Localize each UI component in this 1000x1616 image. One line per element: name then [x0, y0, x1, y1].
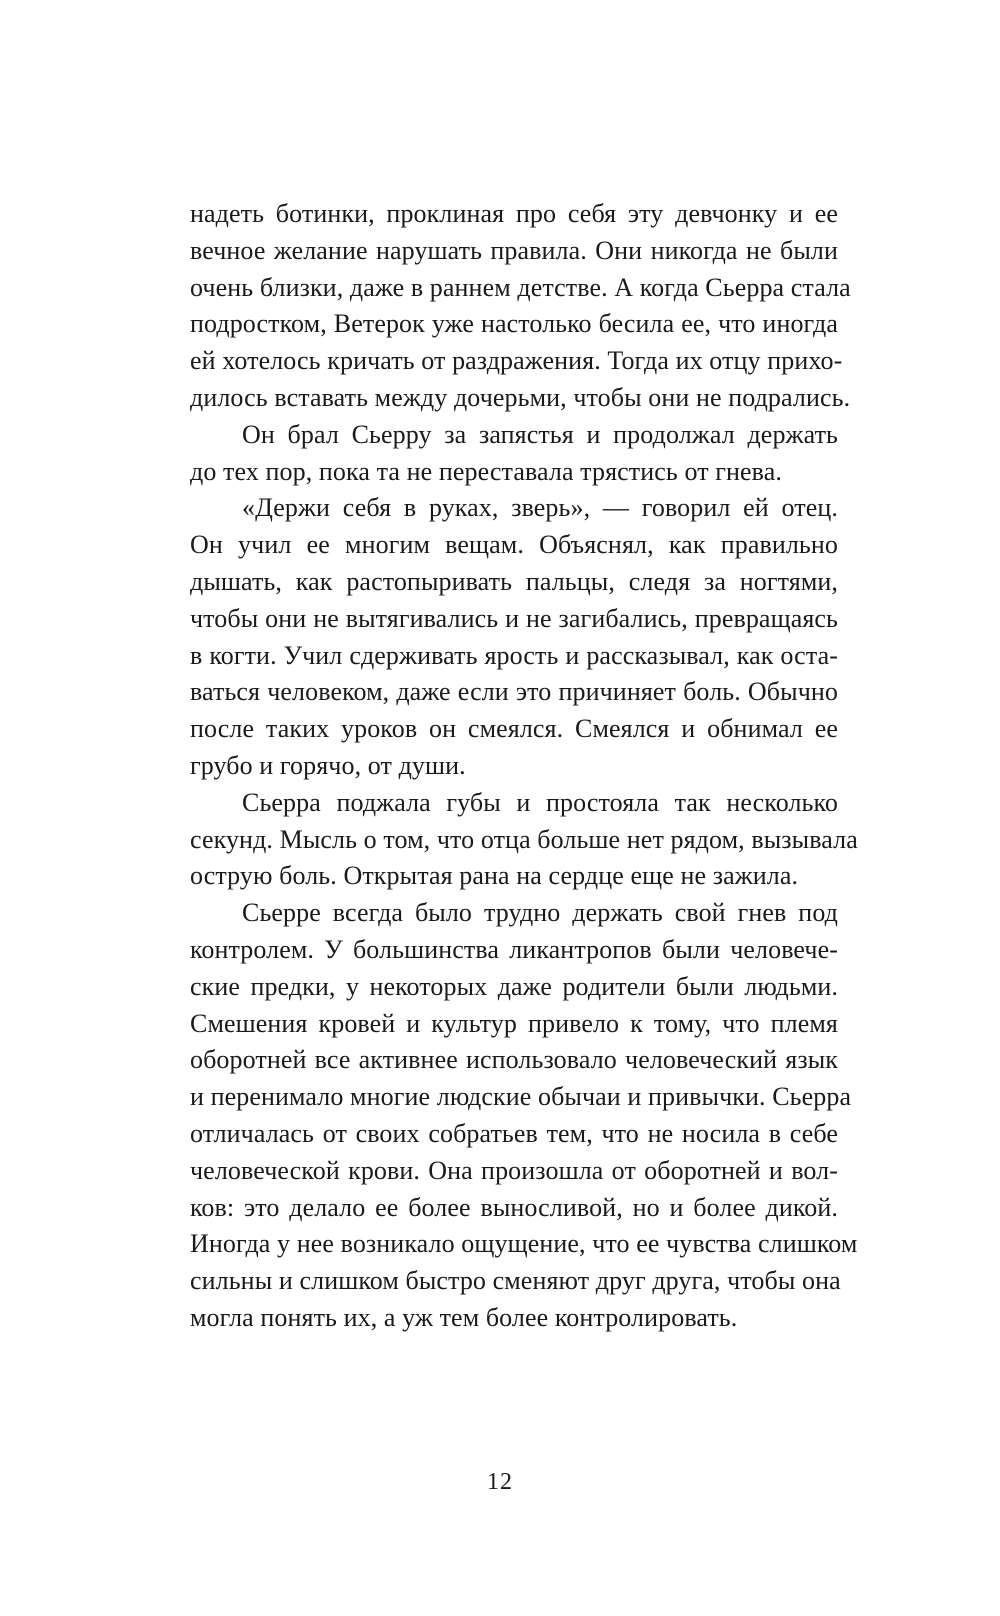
- text-line: «Держи себя в руках, зверь», — говорил ей отец.: [242, 493, 838, 523]
- text-line: ваться человеком, даже если это причиняет боль. Обычно: [190, 677, 838, 707]
- text-line: подростком, Ветерок уже настолько бесила ее, что иногда: [190, 309, 838, 339]
- text-line: ей хотелось кричать от раздражения. Тогда их отцу прихо-: [190, 346, 843, 376]
- text-line: после таких уроков он смеялся. Смеялся и обнимал ее: [190, 714, 838, 744]
- text-line: Сьерре всегда было трудно держать свой гнев под: [242, 898, 838, 928]
- text-line: очень близки, даже в раннем детстве. А когда Сьерра стала: [190, 272, 851, 302]
- text-line: до тех пор, пока та не переставала трястись от гнева.: [190, 456, 782, 486]
- text-line: Смешения кровей и культур привело к тому, что племя: [190, 1008, 838, 1038]
- body-text: [190, 196, 858, 1337]
- text-line: ков: это делало ее более выносливой, но и более дикой.: [190, 1192, 838, 1222]
- text-line: Он брал Сьерру за запястья и продолжал держать: [242, 419, 838, 449]
- text-line: дышать, как растопыривать пальцы, следя за ногтями,: [190, 566, 838, 596]
- text-line: надеть ботинки, проклиная про себя эту девчонку и ее: [190, 199, 838, 228]
- text-line: оборотней все активнее использовало человеческий язык: [190, 1045, 838, 1075]
- text-line: грубо и горячо, от души.: [190, 750, 466, 780]
- text-line: контролем. У большинства ликантропов были человече-: [190, 934, 838, 964]
- text-line: острую боль. Открытая рана на сердце еще не зажила.: [190, 861, 799, 891]
- text-line: могла понять их, а уж тем более контролировать.: [190, 1302, 738, 1332]
- text-line: Иногда у нее возникало ощущение, что ее чувства слишком: [190, 1229, 858, 1259]
- text-line: отличалась от своих собратьев тем, что не носила в себе: [190, 1118, 838, 1148]
- text-line: вечное желание нарушать правила. Они никогда не были: [190, 235, 838, 265]
- page-number: 12: [487, 1469, 513, 1495]
- text-line: ские предки, у некоторых даже родители были людьми.: [190, 971, 838, 1001]
- text-line: человеческой крови. Она произошла от оборотней и вол-: [190, 1155, 838, 1185]
- text-line: сильны и слишком быстро сменяют друг друга, чтобы она: [190, 1266, 841, 1296]
- text-line: секунд. Мысль о том, что отца больше нет рядом, вызывала: [190, 824, 858, 854]
- text-line: Сьерра поджала губы и простояла так несколько: [242, 787, 838, 817]
- text-line: в когти. Учил сдерживать ярость и рассказывал, как оста-: [190, 640, 838, 670]
- text-line: дилось вставать между дочерьми, чтобы они не подрались.: [190, 382, 851, 412]
- text-line: Он учил ее многим вещам. Объяснял, как правильно: [190, 530, 838, 560]
- text-line: и перенимало многие людские обычаи и привычки. Сьерра: [190, 1082, 852, 1112]
- text-line: чтобы они не вытягивались и не загибались, превращаясь: [190, 603, 838, 633]
